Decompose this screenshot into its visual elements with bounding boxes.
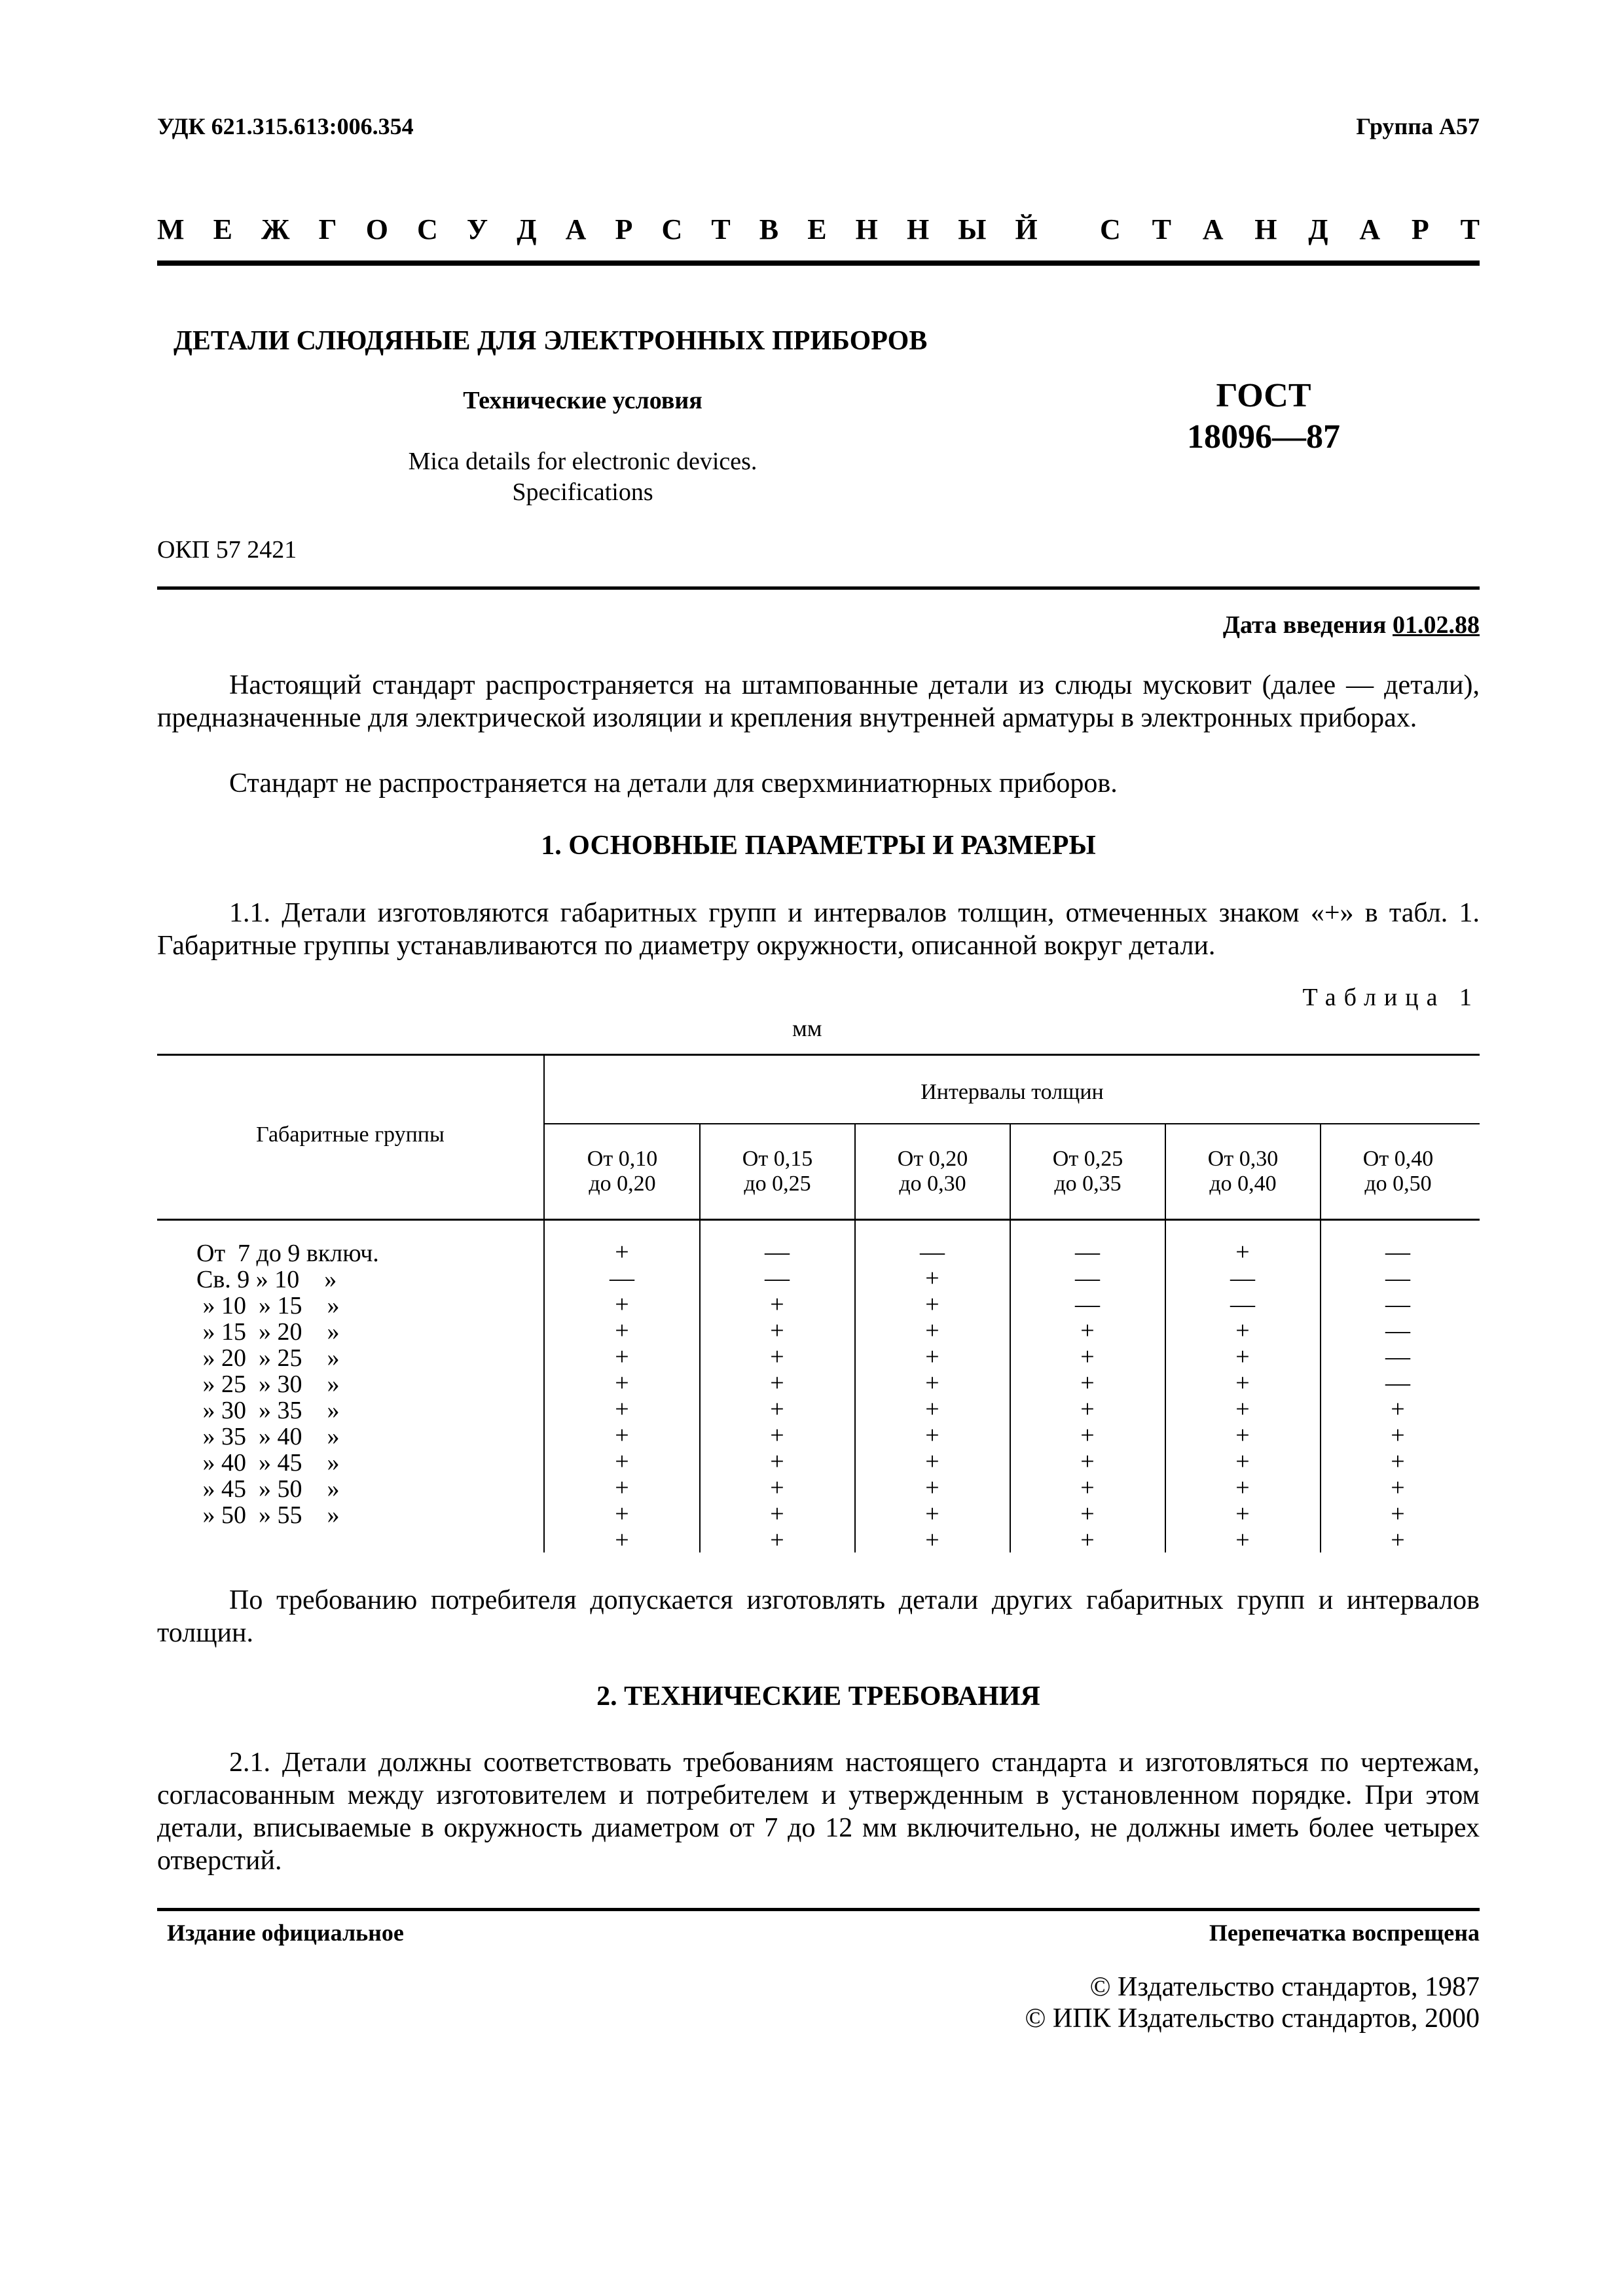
title-rule (157, 586, 1480, 590)
copyright-1987: © Издательство стандартов, 1987 (1089, 1972, 1480, 2002)
interstate-letter: У (466, 213, 488, 245)
table-cell: + (770, 1474, 784, 1501)
document-title: ДЕТАЛИ СЛЮДЯНЫЕ ДЛЯ ЭЛЕКТРОННЫХ ПРИБОРОВ (173, 326, 928, 356)
table-cell: — (765, 1238, 790, 1266)
table-cell: + (1080, 1317, 1095, 1344)
table-cell: + (925, 1317, 939, 1344)
table-cell: + (615, 1448, 629, 1475)
table-cell: + (615, 1369, 629, 1397)
table-cell: + (1391, 1422, 1405, 1449)
table-cell: + (1235, 1474, 1250, 1501)
table-cell: + (770, 1291, 784, 1318)
table-cell: + (770, 1369, 784, 1397)
table-cell: + (1235, 1343, 1250, 1371)
table-cell: + (615, 1526, 629, 1554)
interstate-letter: Й (1015, 213, 1038, 245)
table-cell: + (1391, 1474, 1405, 1501)
reprint-notice: Перепечатка воспрещена (1209, 1920, 1480, 1946)
row-label: Св. 9 » 10 » (196, 1266, 337, 1293)
table-cell: — (1385, 1343, 1410, 1371)
table-cell: + (615, 1317, 629, 1344)
table-cell: + (615, 1343, 629, 1371)
interstate-letter: Н (855, 213, 878, 245)
intro-paragraph: Настоящий стандарт распространяется на штампованные детали из слюды мусковит (далее — детали), предназначенные для электрической изоляции и крепления внутренней арматуры в электронных приборах. (157, 670, 1480, 733)
table-cell: + (1235, 1422, 1250, 1449)
row-label: » 45 » 50 » (196, 1475, 340, 1503)
row-label: » 20 » 25 » (196, 1344, 340, 1372)
row-label: » 40 » 45 » (196, 1449, 340, 1477)
row-label: » 15 » 20 » (196, 1318, 340, 1346)
table-cell: — (1385, 1317, 1410, 1344)
table-cell: + (1080, 1343, 1095, 1371)
table-cell: + (770, 1343, 784, 1371)
header-gabarit-groups: Габаритные группы (256, 1122, 445, 1147)
table-cell: — (1230, 1265, 1255, 1292)
table-cell: + (1080, 1474, 1095, 1501)
table-cell: + (615, 1291, 629, 1318)
date-label: Дата введения (1222, 611, 1387, 639)
table-header-rule (157, 1219, 1480, 1221)
table-cell: + (925, 1291, 939, 1318)
table-cell: + (1080, 1526, 1095, 1554)
interstate-letter: Е (807, 213, 827, 245)
table-cell: + (925, 1369, 939, 1397)
after-table-paragraph: По требованию потребителя допускается изготовлять детали других габаритных групп и интервалов толщин. (157, 1585, 1480, 1648)
document-subtitle: Технические условия (463, 387, 702, 414)
table-cell: + (1235, 1238, 1250, 1266)
thickness-column-header: От 0,25 до 0,35 (1052, 1147, 1123, 1196)
english-title-line2: Specifications (512, 478, 653, 506)
row-label: » 50 » 55 » (196, 1501, 340, 1529)
thickness-column-header: От 0,40 до 0,50 (1362, 1147, 1434, 1196)
table-cell: + (1080, 1369, 1095, 1397)
standard-letter: А (1202, 213, 1224, 245)
table-cell: + (925, 1265, 939, 1292)
row-label: » 35 » 40 » (196, 1423, 340, 1450)
table-cell: + (770, 1422, 784, 1449)
table-cell: — (1385, 1238, 1410, 1266)
section-2-heading: 2. ТЕХНИЧЕСКИЕ ТРЕБОВАНИЯ (596, 1681, 1040, 1712)
table-cell: + (615, 1395, 629, 1423)
table-cell: + (615, 1474, 629, 1501)
interstate-letter: А (565, 213, 587, 245)
table-cell: + (1235, 1395, 1250, 1423)
standard-letter: С (1100, 213, 1121, 245)
thickness-column-header: От 0,30 до 0,40 (1207, 1147, 1279, 1196)
table-cell: + (1391, 1448, 1405, 1475)
interstate-letter: Ы (958, 213, 987, 245)
interstate-letter: Р (615, 213, 633, 245)
table-cell: + (1235, 1369, 1250, 1397)
table-cell: — (1230, 1291, 1255, 1318)
table-cell: + (1391, 1500, 1405, 1528)
table-cell: + (925, 1474, 939, 1501)
row-labels (196, 1240, 379, 1528)
interstate-letter: О (365, 213, 388, 245)
table-cell: + (1235, 1500, 1250, 1528)
table-cell: + (1391, 1395, 1405, 1423)
table-cell: + (615, 1238, 629, 1266)
udk-code: УДК 621.315.613:006.354 (157, 113, 414, 139)
table-cell: + (1080, 1422, 1095, 1449)
table-cell: + (615, 1500, 629, 1528)
interstate-letter: С (417, 213, 438, 245)
table-top-rule (157, 1054, 1480, 1056)
english-title-line1: Mica details for electronic devices. (408, 448, 757, 475)
footer-rule (157, 1908, 1480, 1911)
section-1-heading: 1. ОСНОВНЫЕ ПАРАМЕТРЫ И РАЗМЕРЫ (541, 831, 1096, 861)
table-cell: — (765, 1265, 790, 1292)
interstate-letter: Г (318, 213, 337, 245)
table-cell: + (1235, 1526, 1250, 1554)
intro-paragraph-2: Стандарт не распространяется на детали для сверхминиатюрных приборов. (229, 768, 1118, 798)
interstate-letter: Ж (261, 213, 290, 245)
row-label: » 30 » 35 » (196, 1397, 340, 1424)
standard-letter: А (1359, 213, 1381, 245)
group-code: Группа А57 (1356, 113, 1480, 139)
row-label: » 25 » 30 » (196, 1371, 340, 1398)
table-cell: — (1385, 1291, 1410, 1318)
table-cell: + (925, 1395, 939, 1423)
table-caption: Таблица 1 (1302, 984, 1480, 1011)
table-cell: — (1385, 1369, 1410, 1397)
table-cell: + (615, 1422, 629, 1449)
header-rule (157, 260, 1480, 266)
interstate-letter: М (157, 213, 185, 245)
section-1-paragraph: 1.1. Детали изготовляются габаритных групп и интервалов толщин, отмеченных знаком «+» в табл. 1. Габаритные группы устанавливаются по диаметру окружности, описанной вокруг детали. (157, 898, 1480, 961)
table-cell: + (925, 1422, 939, 1449)
table-cell: + (1391, 1526, 1405, 1554)
table-cell: + (1235, 1317, 1250, 1344)
thickness-column-header: От 0,15 до 0,25 (742, 1147, 813, 1196)
table-unit: мм (792, 1015, 822, 1041)
gost-label: ГОСТ (1216, 377, 1311, 414)
standard-letter: Т (1460, 213, 1480, 245)
standard-letter: Т (1152, 213, 1171, 245)
table-cell: + (770, 1448, 784, 1475)
table-cell: + (770, 1526, 784, 1554)
standard-letter: Н (1254, 213, 1277, 245)
interstate-heading (157, 213, 1038, 246)
interstate-letter: Д (517, 213, 537, 245)
date-value: 01.02.88 (1393, 611, 1480, 639)
table-cell: — (1075, 1291, 1100, 1318)
table-cell: + (925, 1500, 939, 1528)
table-cell: + (925, 1448, 939, 1475)
official-edition: Издание официальное (167, 1920, 404, 1946)
row-label: » 10 » 15 » (196, 1292, 340, 1319)
table-cell: + (1080, 1395, 1095, 1423)
okp-code: ОКП 57 2421 (157, 536, 297, 564)
table-cell: — (1075, 1265, 1100, 1292)
table-cell: + (925, 1526, 939, 1554)
table-cell: + (1235, 1448, 1250, 1475)
table-cell: + (770, 1500, 784, 1528)
thickness-column-header: От 0,10 до 0,20 (587, 1147, 658, 1196)
interstate-letter: Е (213, 213, 232, 245)
table-cell: — (610, 1265, 634, 1292)
section-2-paragraph: 2.1. Детали должны соответствовать требованиям настоящего стандарта и изготовляться по чертежам, согласованным между изготовителем и потребителем и утвержденным в установленном порядке. При этом детали, вписываемые в окружность диаметром от 7 до 12 мм включительно, не должны иметь более четырех отверстий. (157, 1748, 1480, 1876)
table-cell: + (1080, 1500, 1095, 1528)
table-cell: + (925, 1343, 939, 1371)
row-label: От 7 до 9 включ. (196, 1240, 379, 1267)
interstate-letter: Т (711, 213, 731, 245)
table-cell: — (1075, 1238, 1100, 1266)
table-cell: + (770, 1317, 784, 1344)
table-cell: — (1385, 1265, 1410, 1292)
table-cell: — (920, 1238, 945, 1266)
gost-number: 18096—87 (1187, 418, 1340, 456)
interstate-letter: Н (906, 213, 930, 245)
interstate-letter: С (661, 213, 683, 245)
table-cell: + (1080, 1448, 1095, 1475)
interstate-letter: В (759, 213, 779, 245)
group-header-rule (545, 1123, 1480, 1124)
header-thickness-intervals: Интервалы толщин (921, 1080, 1104, 1104)
standard-letter: Р (1411, 213, 1429, 245)
table-cell: + (770, 1395, 784, 1423)
copyright-2000: © ИПК Издательство стандартов, 2000 (1025, 2003, 1480, 2034)
standard-heading (1100, 213, 1480, 246)
standard-letter: Д (1308, 213, 1328, 245)
thickness-column-header: От 0,20 до 0,30 (897, 1147, 968, 1196)
introduction-date (1223, 611, 1480, 639)
